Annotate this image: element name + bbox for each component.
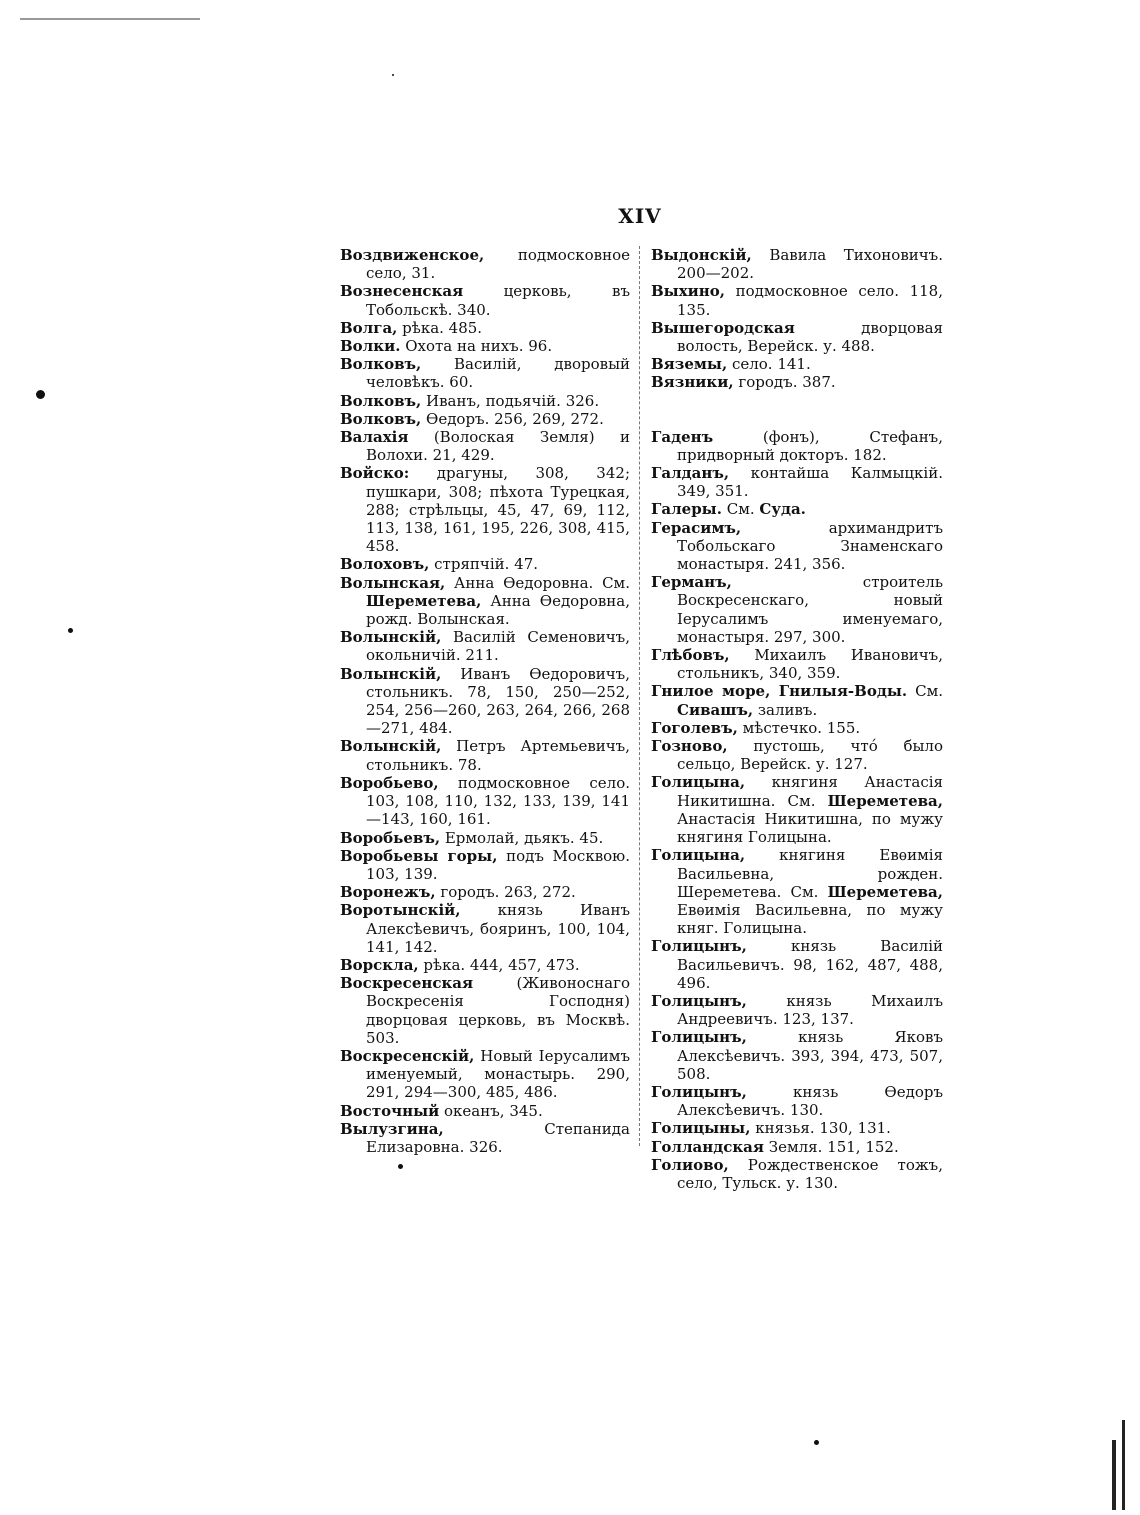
page-number: XIV	[618, 204, 662, 228]
entry-headword: Воробьевы горы,	[340, 846, 498, 865]
entry-text: строитель Воскресенскаго, новый Іерусалимъ именуемаго, монастыря. 297, 300.	[677, 573, 943, 646]
entry-text: пустошь, чтó было сельцо, Верейск. у. 127.	[677, 737, 943, 774]
index-entry	[651, 246, 943, 282]
entry-text: См.	[907, 682, 943, 701]
entry-text: Өедоръ. 256, 269, 272.	[421, 409, 604, 428]
index-entry	[340, 355, 630, 391]
entry-text-continued: Евѳимія Васильевна, по мужу княг. Голицына.	[677, 900, 943, 938]
index-entry	[651, 573, 943, 646]
entry-headword: Голландская	[651, 1137, 764, 1156]
index-entry	[651, 319, 943, 355]
entry-text: Ермолай, дьякъ. 45.	[440, 828, 604, 847]
entry-text: драгуны, 308, 342; пушкари, 308; пѣхота Турецкая, 288; стрѣльцы, 45, 47, 69, 112, 113, 138, 161, 195, 226, 308, 415, 458.	[366, 464, 630, 556]
index-entry	[340, 1120, 630, 1156]
entry-text: подмосковное село. 118, 135.	[677, 282, 943, 319]
entry-headword: Вышегородская	[651, 318, 795, 337]
entry-text: Охота на нихъ. 96.	[400, 337, 553, 356]
entry-headword: Галеры.	[651, 500, 722, 519]
index-entry	[340, 319, 630, 337]
index-group-v	[651, 246, 943, 392]
entry-text: княгиня Анастасія Никитишна. См.	[677, 773, 943, 810]
letter-gap	[651, 392, 943, 428]
entry-text: князь Иванъ Алексѣевичъ, бояринъ, 100, 104, 141, 142.	[366, 901, 630, 956]
entry-headword: Волга,	[340, 318, 398, 337]
entry-headword: Воронежъ,	[340, 883, 436, 902]
entry-headword: Герасимъ,	[651, 518, 742, 537]
entry-headword: Гозново,	[651, 737, 728, 756]
entry-text: Вавила Тихоновичъ. 200—202.	[677, 246, 943, 283]
scan-edge-mark	[1112, 1440, 1116, 1510]
index-entry	[340, 974, 630, 1047]
index-entry	[651, 373, 943, 391]
index-entry	[651, 519, 943, 574]
entry-text: Василій Семеновичъ, окольничій. 211.	[366, 628, 630, 665]
entry-headword: Воротынскій,	[340, 901, 461, 920]
entry-text: церковь, въ Тобольскѣ. 340.	[366, 282, 630, 319]
entry-text: Земля. 151, 152.	[763, 1137, 899, 1156]
entry-text: подмосковное село, 31.	[366, 246, 630, 283]
entry-headword: Вылузгина,	[340, 1119, 444, 1138]
index-entry	[340, 410, 630, 428]
entry-headword: Выхино,	[651, 282, 725, 301]
index-entry	[651, 937, 943, 992]
entry-text: Степанида Елизаровна. 326.	[366, 1119, 630, 1156]
index-entry	[340, 847, 630, 883]
entry-headword: Воскресенская	[340, 974, 474, 993]
entry-text: (Живоноснаго Воскресенія Господня) дворцовая церковь, въ Москвѣ. 503.	[366, 974, 630, 1047]
entry-text: село. 141.	[727, 355, 811, 374]
entry-text: Михаилъ Ивановичъ, стольникъ, 340, 359.	[677, 646, 943, 683]
index-entry	[340, 428, 630, 464]
index-entry	[651, 428, 943, 464]
entry-text: Петръ Артемьевичъ, стольникъ. 78.	[366, 737, 630, 774]
index-entry	[651, 737, 943, 773]
index-entry	[340, 337, 630, 355]
index-entry	[340, 464, 630, 555]
entry-text: подмосковное село. 103, 108, 110, 132, 133, 139, 141—143, 160, 161.	[366, 773, 630, 829]
entry-text-continued: Анастасія Никитишна, по мужу княгиня Голицына.	[677, 809, 943, 847]
entry-headword: Глѣбовъ,	[651, 646, 730, 665]
entry-headword: Волковъ,	[340, 355, 422, 374]
index-entry	[651, 1138, 943, 1156]
index-entry	[651, 464, 943, 500]
entry-headword: Волынскій,	[340, 737, 442, 756]
entry-text: городъ. 263, 272.	[435, 883, 576, 902]
index-entry	[340, 555, 630, 573]
index-entry	[340, 246, 630, 282]
ink-speck	[398, 1164, 403, 1169]
entry-headword: Войско:	[340, 464, 410, 483]
entry-text: мѣстечко. 155.	[737, 718, 861, 737]
entry-headword: Голицына,	[651, 846, 746, 865]
entry-headword: Голицынъ,	[651, 1028, 747, 1047]
entry-headword: Волки.	[340, 337, 401, 356]
entry-headword: Голицынъ,	[651, 991, 747, 1010]
entry-headword: Голицына,	[651, 773, 746, 792]
entry-text: рѣка. 485.	[397, 318, 483, 337]
scan-edge-mark	[1122, 1420, 1125, 1510]
entry-headword: Голицынъ,	[651, 937, 747, 956]
index-entry	[651, 682, 943, 718]
entry-headword: Волоховъ,	[340, 555, 430, 574]
entry-headword: Ворскла,	[340, 955, 419, 974]
entry-headword: Вяземы,	[651, 355, 728, 374]
entry-headword: Галданъ,	[651, 464, 730, 483]
entry-text: князь Яковъ Алексѣевичъ. 393, 394, 473, 507, 508.	[677, 1028, 943, 1083]
entry-text: князь Михаилъ Андреевичъ. 123, 137.	[677, 991, 943, 1029]
entry-headword: Гоголевъ,	[651, 718, 738, 737]
index-entry	[340, 1047, 630, 1102]
index-entry	[340, 829, 630, 847]
entry-headword: Голицыны,	[651, 1119, 751, 1138]
index-entry	[651, 1083, 943, 1119]
entry-text: контайша Калмыцкій. 349, 351.	[677, 464, 943, 501]
entry-cross-reference: Шереметева,	[827, 882, 943, 901]
entry-headword: Воробьевъ,	[340, 828, 441, 847]
index-column-left	[340, 246, 630, 1156]
entry-headword: Волынская,	[340, 573, 446, 592]
entry-text: подъ Москвою. 103, 139.	[366, 846, 631, 883]
entry-cross-reference: Шереметева,	[827, 791, 943, 810]
index-entry	[340, 282, 630, 318]
index-entry	[340, 901, 630, 956]
index-entry	[340, 774, 630, 829]
entry-headword: Волковъ,	[340, 391, 422, 410]
ink-speck	[814, 1440, 819, 1445]
entry-text: Иванъ Өедоровичъ, стольникъ. 78, 150, 250—252, 254, 256—260, 263, 264, 266, 268—271, 484.	[366, 664, 630, 738]
entry-headword: Воскресенскій,	[340, 1046, 475, 1065]
entry-headword: Голиово,	[651, 1155, 729, 1174]
entry-headword: Гнилое море, Гнилыя-Воды.	[651, 682, 908, 701]
index-entry	[340, 1102, 630, 1120]
entry-text: дворцовая волость, Верейск. у. 488.	[677, 318, 943, 356]
index-entry	[651, 355, 943, 373]
entry-headword: Валахія	[340, 428, 409, 447]
index-entry	[340, 628, 630, 664]
index-entry	[340, 665, 630, 738]
index-entry	[651, 646, 943, 682]
entry-headword: Выдонскій,	[651, 246, 752, 264]
entry-headword: Волынскій,	[340, 664, 442, 683]
entry-cross-reference: Суда.	[759, 500, 806, 519]
entry-text-continued: Анна Өедоровна, рожд. Волынская.	[366, 591, 630, 629]
entry-text: стряпчій. 47.	[429, 555, 539, 574]
index-entry	[651, 500, 943, 518]
index-entry	[651, 992, 943, 1028]
entry-text: Рождественское тожъ, село, Тульск. у. 130.	[677, 1155, 943, 1192]
entry-cross-reference: Шереметева,	[366, 591, 482, 610]
entry-text: См.	[721, 500, 760, 519]
scan-edge-mark	[20, 18, 200, 20]
entry-text: Василій, дворовый человѣкъ. 60.	[366, 355, 630, 392]
ink-speck	[36, 390, 45, 399]
entry-headword: Вязники,	[651, 373, 734, 392]
index-column-right	[651, 246, 943, 1192]
entry-text: рѣка. 444, 457, 473.	[418, 955, 580, 974]
entry-headword: Германъ,	[651, 573, 732, 592]
entry-text: князь Өедоръ Алексѣевичъ. 130.	[677, 1082, 943, 1120]
entry-headword: Гаденъ	[651, 427, 714, 446]
index-entry	[651, 1028, 943, 1083]
ink-speck	[68, 628, 73, 633]
index-entry	[651, 1156, 943, 1192]
entry-text: князья. 130, 131.	[750, 1119, 891, 1138]
ink-speck	[392, 74, 394, 76]
index-entry	[651, 282, 943, 318]
entry-text: княгиня Евѳимія Васильевна, рожден. Шереметева. См.	[677, 846, 943, 901]
index-entry	[651, 773, 943, 846]
index-entry	[651, 719, 943, 737]
index-entry	[340, 737, 630, 773]
index-entry	[651, 1119, 943, 1137]
entry-headword: Вознесенская	[340, 282, 464, 301]
entry-text: (Волоская Земля) и Волохи. 21, 429.	[366, 428, 630, 465]
column-divider	[639, 246, 640, 1146]
index-entry	[340, 392, 630, 410]
entry-headword: Восточный	[340, 1101, 440, 1120]
entry-text: (фонъ), Стефанъ, придворный докторъ. 182.	[677, 427, 943, 464]
index-entry	[340, 883, 630, 901]
entry-headword: Волынскій,	[340, 628, 442, 647]
index-group-g	[651, 428, 943, 1193]
index-entry	[340, 956, 630, 974]
entry-cross-reference: Сивашъ,	[677, 700, 754, 719]
entry-text: Иванъ, подьячій. 326.	[421, 391, 600, 410]
entry-text-continued: заливъ.	[753, 700, 818, 719]
entry-text: Новый Іерусалимъ именуемый, монастырь. 290, 291, 294—300, 485, 486.	[366, 1046, 630, 1102]
index-entry	[651, 846, 943, 937]
entry-text: Анна Өедоровна. См.	[445, 573, 630, 592]
entry-headword: Волковъ,	[340, 409, 422, 428]
entry-text: князь Василій Васильевичъ. 98, 162, 487, 488, 496.	[677, 937, 943, 992]
index-entry	[340, 574, 630, 629]
entry-text: архимандритъ Тобольскаго Знаменскаго монастыря. 241, 356.	[677, 518, 943, 574]
entry-headword: Голицынъ,	[651, 1082, 747, 1101]
entry-headword: Воздвиженское,	[340, 246, 485, 264]
entry-text: городъ. 387.	[733, 373, 836, 392]
entry-headword: Воробьево,	[340, 773, 439, 792]
entry-text: океанъ, 345.	[439, 1101, 543, 1120]
